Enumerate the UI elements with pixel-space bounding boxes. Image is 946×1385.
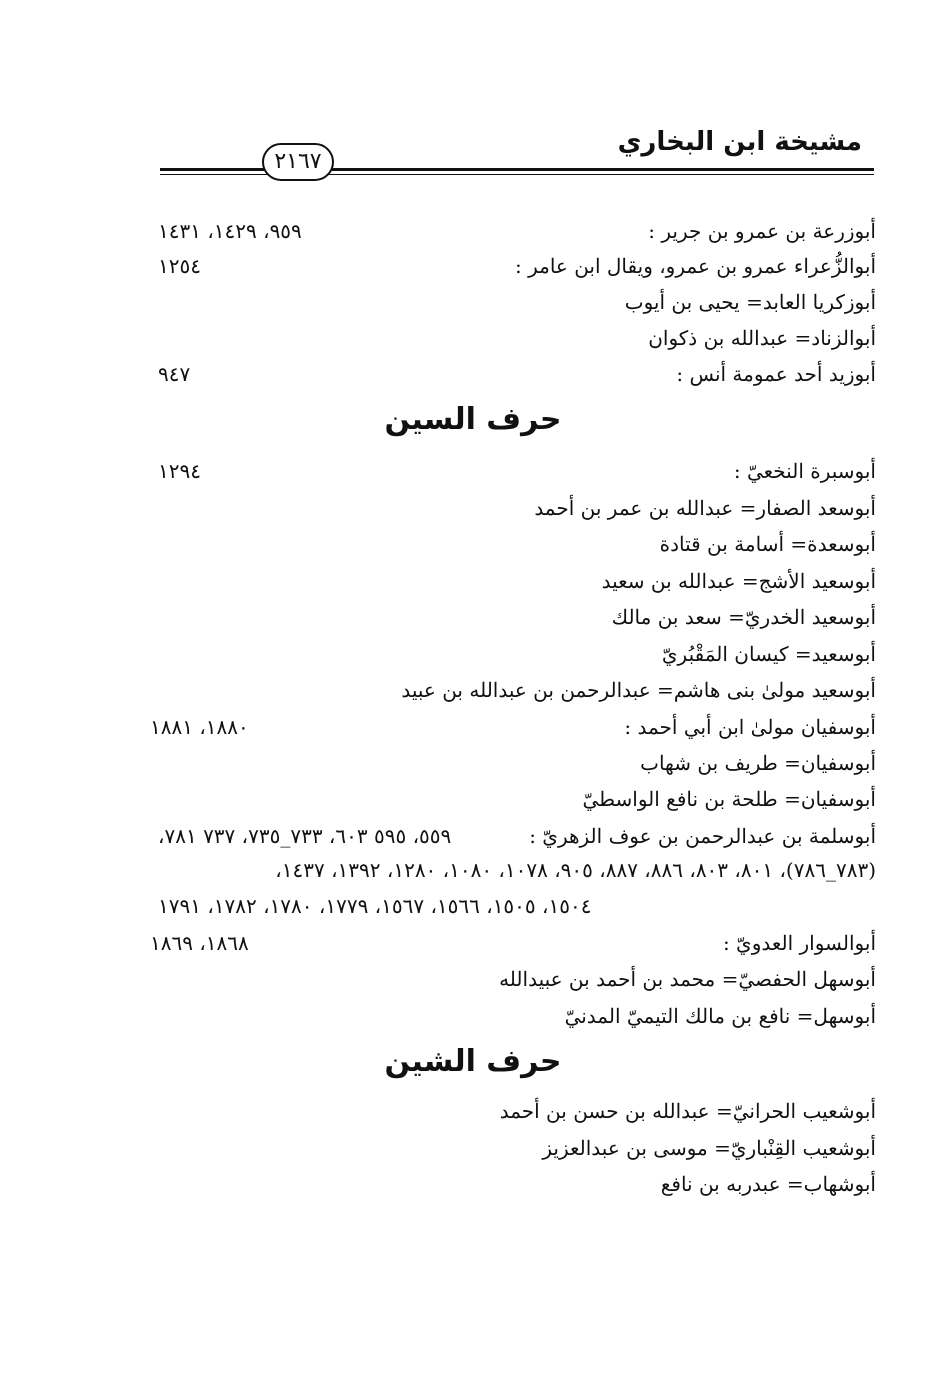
running-title: مشيخة ابن البخاري [617, 127, 862, 157]
index-entry [150, 925, 876, 961]
entry-name: أبوالزناد= عبدالله بن ذكوان [648, 326, 876, 350]
index-entry [150, 284, 876, 320]
index-entry [150, 526, 876, 562]
entry-references: ٩٥٩، ١٤٢٩، ١٤٣١ [158, 219, 302, 243]
entry-name: أبوشهاب= عبدربه بن نافع [660, 1172, 876, 1196]
entry-name: أبوزرعة بن عمرو بن جرير : [648, 219, 876, 243]
index-entry [150, 998, 876, 1034]
entry-name: أبوسفيان= طريف بن شهاب [640, 751, 876, 775]
entry-references: ١٢٥٤ [158, 254, 201, 278]
index-entry [150, 672, 876, 708]
references-continuation: ١٥٠٤، ١٥٠٥، ١٥٦٦، ١٥٦٧، ١٧٧٩، ١٧٨٠، ١٧٨٢، ١٧٩١ [158, 894, 592, 918]
index-entry [150, 709, 876, 745]
entry-name: أبوسهل= نافع بن مالك التيميّ المدنيّ [564, 1004, 876, 1028]
references-continuation: (٧٨٣_٧٨٦)، ٨٠١، ٨٠٣، ٨٨٦، ٨٨٧، ٩٠٥، ١٠٧٨، ١٠٨٠، ١٢٨٠، ١٣٩٢، ١٤٣٧، [275, 858, 876, 882]
section-heading-shin: حرف الشين [384, 1044, 562, 1079]
entry-name: أبوزيد أحد عمومة أنس : [676, 362, 876, 386]
index-entry [150, 961, 876, 997]
index-entry [150, 636, 876, 672]
entry-references: ١٨٨٠، ١٨٨١ [150, 715, 249, 739]
section-heading-sin: حرف السين [384, 402, 562, 437]
index-entry [150, 213, 876, 249]
entry-name: أبوسعد الصفار= عبدالله بن عمر بن أحمد [534, 496, 876, 520]
index-entry [150, 563, 876, 599]
entry-name: أبوسعيد الأشج= عبدالله بن سعيد [601, 569, 876, 593]
entry-name: أبوسعيد الخدريّ= سعد بن مالك [611, 605, 876, 629]
index-entry [150, 453, 876, 489]
entry-references: ١٨٦٨، ١٨٦٩ [150, 931, 249, 955]
index-entry [150, 818, 876, 854]
entry-references: ٩٤٧ [158, 362, 191, 386]
index-entry [150, 1130, 876, 1166]
entry-name: أبوسهل الحفصيّ= محمد بن أحمد بن عبيدالله [499, 967, 876, 991]
entry-name: أبوشعيب الحرانيّ= عبدالله بن حسن بن أحمد [499, 1099, 876, 1123]
entry-references: ١٢٩٤ [158, 459, 201, 483]
entry-name: أبوشعيب القِنْباريّ= موسى بن عبدالعزيز [542, 1136, 876, 1160]
entry-name: أبوسبرة النخعيّ : [733, 459, 876, 483]
index-entry [150, 599, 876, 635]
entry-name: أبوسعيد مولىٰ بنى هاشم= عبدالرحمن بن عبدالله بن عبيد [401, 678, 876, 702]
index-entry [150, 320, 876, 356]
index-entry [150, 1166, 876, 1202]
index-entry [150, 781, 876, 817]
entry-name: أبوزكريا العابد= يحيى بن أيوب [624, 290, 876, 314]
entry-name: أبوسلمة بن عبدالرحمن بن عوف الزهريّ : [529, 824, 876, 848]
entry-name: أبوسفيان مولىٰ ابن أبي أحمد : [624, 715, 876, 739]
index-entry [150, 745, 876, 781]
index-entry [150, 490, 876, 526]
entry-name: أبوالسوار العدويّ : [722, 931, 876, 955]
index-entry [150, 1093, 876, 1129]
page-number: ٢١٦٧ [262, 143, 334, 181]
entry-name: أبوالزُّعراء عمرو بن عمرو، ويقال ابن عامر : [514, 254, 876, 278]
index-entry [150, 248, 876, 284]
entry-references: ٥٥٩، ٥٩٥ ٦٠٣، ٧٣٣_٧٣٥، ٧٣٧ ٧٨١، [158, 824, 452, 848]
index-entry [150, 356, 876, 392]
entry-name: أبوسعدة= أسامة بن قتادة [659, 532, 876, 556]
entry-name: أبوسعيد= كيسان المَقْبُريّ [661, 642, 876, 666]
entry-name: أبوسفيان= طلحة بن نافع الواسطيّ [582, 787, 876, 811]
